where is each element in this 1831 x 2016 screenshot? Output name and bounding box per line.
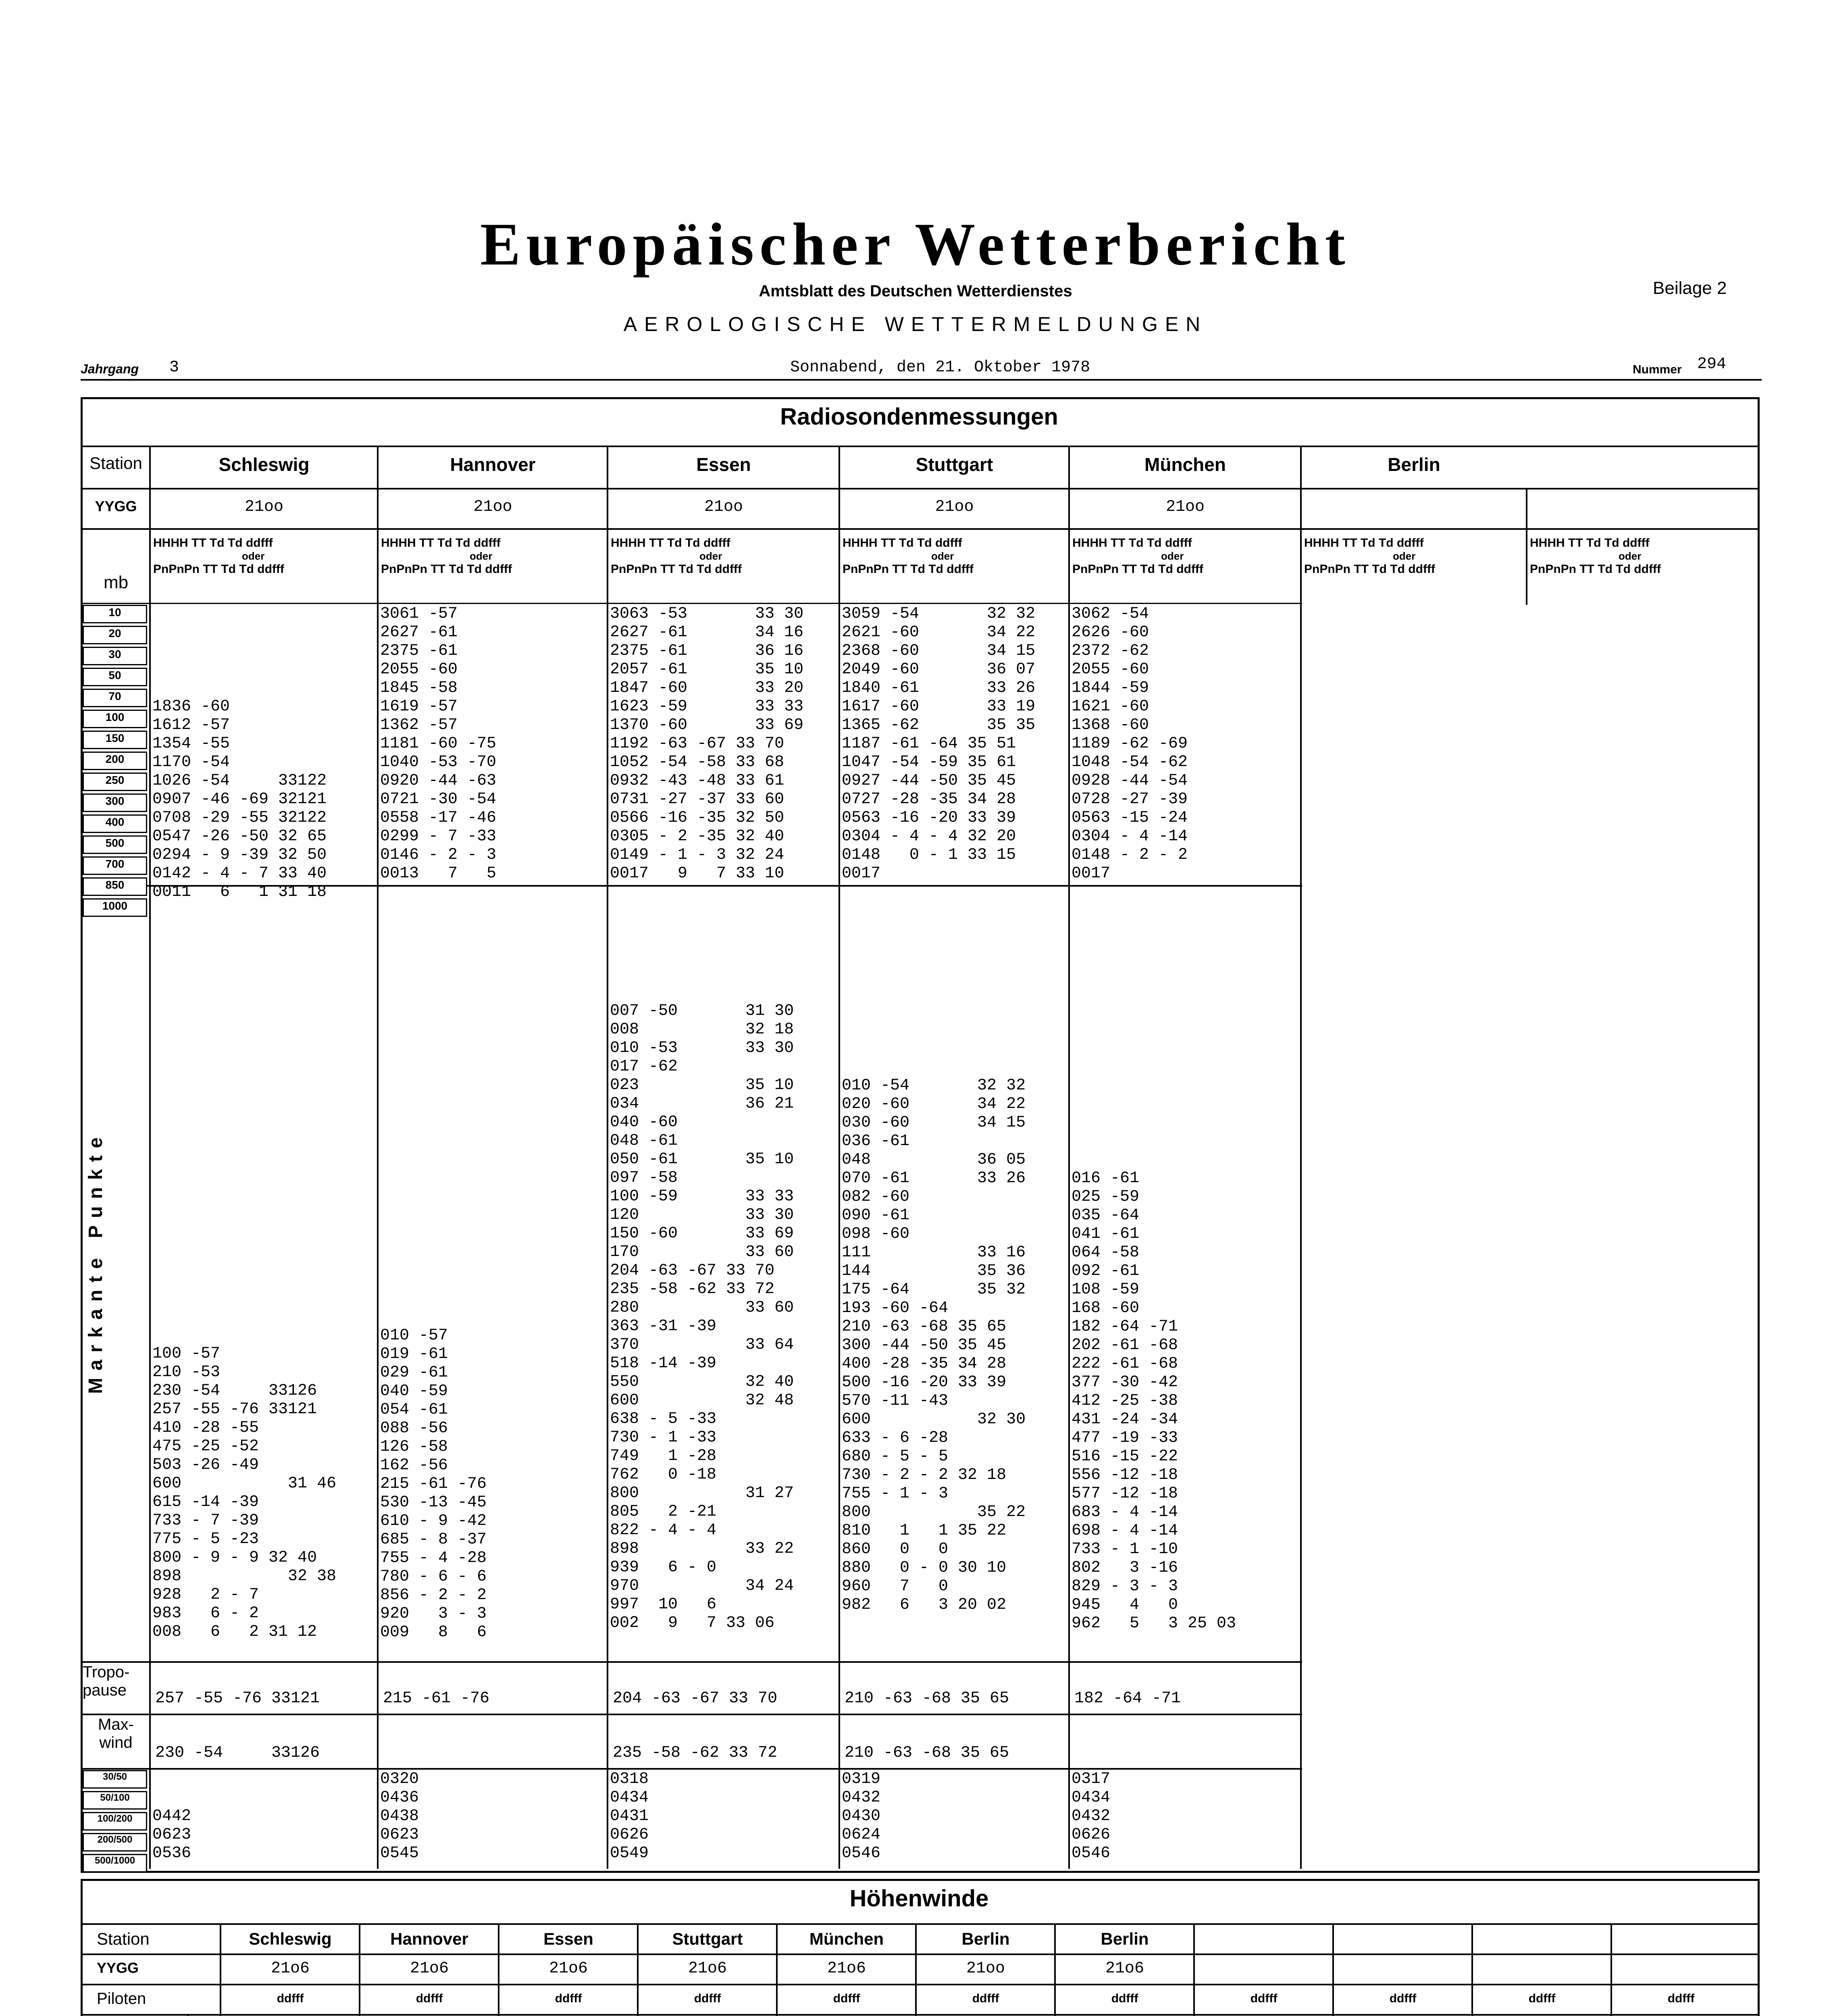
- yygg-schleswig: 21oo: [244, 498, 283, 516]
- nummer-label: Nummer: [1633, 363, 1682, 376]
- wind-station-essen: Essen: [543, 1929, 593, 1948]
- piloten-ddfff: ddfff: [1389, 1992, 1417, 2005]
- level-label: 30: [83, 647, 147, 665]
- pressure-levels: [83, 605, 147, 917]
- issue-line: [81, 355, 1762, 381]
- jahrgang-label: Jahrgang: [81, 362, 139, 376]
- col-header-schleswig: HHHH TT Td Td ddfff oder PnPnPn TT Td Td ddfff: [153, 536, 284, 576]
- col-header-berlin: HHHH TT Td Td ddfff oder PnPnPn TT Td Td ddfff: [1304, 536, 1435, 576]
- wind-station-muenchen: München: [809, 1929, 884, 1948]
- wind-station-berlin-1: Berlin: [961, 1929, 1010, 1948]
- piloten-ddfff: ddfff: [1250, 1992, 1278, 2005]
- piloten-ddfff: ddfff: [1528, 1992, 1556, 2005]
- station-label: Station: [89, 454, 142, 473]
- yygg-stuttgart: 21oo: [935, 498, 974, 516]
- thickness-muenchen: 0317 0434 0432 0626 0546: [1072, 1770, 1111, 1862]
- yygg-hannover: 21oo: [473, 498, 512, 516]
- jahrgang-value: 3: [169, 358, 179, 377]
- level-label: 70: [83, 689, 147, 707]
- maxwind-label: Max-wind: [98, 1716, 134, 1752]
- level-label: 10: [83, 605, 147, 623]
- page-title: Europäischer Wetterbericht: [480, 211, 1351, 278]
- marked-points-stuttgart: 010 -54 32 32 020 -60 34 22 030 -60 34 15 036 -61 048 36 05 070 -61 33 26 082 -60 090 -61 098 -60 111 33 16 144 35 36 175 -64 35 32 193 -60 -64 210 -63 -68 35 65 300 -44 -50 35 45 400 -28 -35 34 28 500 -16 -20 33 39 570 -11 -43 600 32 30 633 - 6 -28 680 - 5 - 5 730 - 2 - 2 32 18 755 - 1 - 3 800 35 22 810 1 1 35 22 860 0 0 880 0 - 0 30 10 960 7 0 982 6 3 20 02: [842, 1077, 1026, 1614]
- level-label: 500: [83, 835, 147, 854]
- wind-station-stuttgart: Stuttgart: [672, 1929, 743, 1948]
- wind-yygg-berlin-1: 21oo: [966, 1960, 1005, 1978]
- level-label: 50: [83, 668, 147, 686]
- winds-station-label: Station: [97, 1929, 150, 1948]
- nummer-value: 294: [1697, 355, 1727, 373]
- wind-yygg-schleswig: 21o6: [270, 1960, 310, 1978]
- wind-yygg-berlin-2: 21o6: [1105, 1960, 1144, 1978]
- level-label: 250: [83, 773, 147, 791]
- station-name-hannover: Hannover: [450, 454, 536, 475]
- issue-date: Sonnabend, den 21. Oktober 1978: [790, 358, 1090, 377]
- piloten-ddfff: ddfff: [694, 1992, 721, 2005]
- maxwind-stuttgart: 210 -63 -68 35 65: [845, 1744, 1009, 1762]
- marked-points-muenchen: 016 -61 025 -59 035 -64 041 -61 064 -58 092 -61 108 -59 168 -60 182 -64 -71 202 -61 -68 222 -61 -68 377 -30 -42 412 -25 -38 431 -24 -34 477 -19 -33 516 -15 -22 556 -12 -18 577 -12 -18 683 - 4 -14 698 - 4 -14 733 - 1 -10 802 3 -16 829 - 3 - 3 945 4 0 962 5 3 25 03: [1072, 1169, 1236, 1633]
- standard-levels-essen: 3063 -53 33 30 2627 -61 34 16 2375 -61 36 16 2057 -61 35 10 1847 -60 33 20 1623 -59 33 33 1370 -60 33 69 1192 -63 -67 33 70 1052 -54 -58 33 68 0932 -43 -48 33 61 0731 -27 -37 33 60 0566 -16 -35 32 50 0305 - 2 -35 32 40 0149 - 1 - 3 32 24 0017 9 7 33 10: [610, 605, 804, 883]
- radiosonde-title: Radiosondenmessungen: [780, 404, 1058, 430]
- col-header-muenchen: HHHH TT Td Td ddfff oder PnPnPn TT Td Td ddfff: [1072, 536, 1203, 576]
- piloten-ddfff: ddfff: [416, 1992, 443, 2005]
- wind-station-berlin-2: Berlin: [1101, 1929, 1149, 1948]
- col-header-essen: HHHH TT Td Td ddfff oder PnPnPn TT Td Td ddfff: [611, 536, 742, 576]
- level-label: 700: [83, 856, 147, 875]
- wind-station-schleswig: Schleswig: [249, 1929, 332, 1948]
- piloten-ddfff: ddfff: [555, 1992, 582, 2005]
- level-label: 300: [83, 793, 147, 812]
- level-label: 400: [83, 814, 147, 833]
- mb-label: mb: [103, 573, 129, 592]
- piloten-ddfff: ddfff: [277, 1992, 304, 2005]
- section-heading: AEROLOGISCHE WETTERMELDUNGEN: [623, 313, 1208, 335]
- thickness-labels: 30/50 50/100 100/200 200/500 500/1000: [83, 1770, 147, 1872]
- piloten-ddfff: ddfff: [1667, 1992, 1695, 2005]
- station-name-muenchen: München: [1144, 454, 1226, 475]
- level-label: 850: [83, 877, 147, 896]
- piloten-ddfff: ddfff: [833, 1992, 860, 2005]
- publisher-subtitle: Amtsblatt des Deutschen Wetterdienstes: [759, 282, 1072, 300]
- station-name-essen: Essen: [696, 454, 751, 475]
- level-label: 20: [83, 626, 147, 644]
- winds-yygg-label: YYGG: [97, 1960, 139, 1976]
- thickness-stuttgart: 0319 0432 0430 0624 0546: [842, 1770, 881, 1862]
- wind-yygg-stuttgart: 21o6: [688, 1960, 727, 1978]
- tropopause-stuttgart: 210 -63 -68 35 65: [845, 1689, 1009, 1708]
- supplement-label: Beilage 2: [1653, 278, 1727, 298]
- station-name-berlin: Berlin: [1388, 454, 1440, 475]
- thickness-schleswig: 0442 0623 0536: [152, 1807, 191, 1862]
- tropopause-muenchen: 182 -64 -71: [1074, 1689, 1181, 1708]
- maxwind-schleswig: 230 -54 33126: [155, 1744, 320, 1762]
- yygg-label: YYGG: [95, 498, 137, 514]
- maxwind-essen: 235 -58 -62 33 72: [613, 1744, 778, 1762]
- marked-points-hannover: 010 -57 019 -61 029 -61 040 -59 054 -61 088 -56 126 -58 162 -56 215 -61 -76 530 -13 -45 610 - 9 -42 685 - 8 -37 755 - 4 -28 780 - 6 - 6 856 - 2 - 2 920 3 - 3 009 8 6: [380, 1327, 487, 1641]
- tropopause-label: Tropo-pause: [83, 1663, 130, 1699]
- col-header-stuttgart: HHHH TT Td Td ddfff oder PnPnPn TT Td Td ddfff: [843, 536, 974, 576]
- yygg-muenchen: 21oo: [1165, 498, 1205, 516]
- station-name-stuttgart: Stuttgart: [916, 454, 993, 475]
- wind-station-hannover: Hannover: [390, 1929, 468, 1948]
- marked-points-schleswig: 100 -57 210 -53 230 -54 33126 257 -55 -76 33121 410 -28 -55 475 -25 -52 503 -26 -49 600 31 46 615 -14 -39 733 - 7 -39 775 - 5 -23 800 - 9 - 9 32 40 898 32 38 928 2 - 7 983 6 - 2 008 6 2 31 12: [152, 1345, 337, 1641]
- tropopause-schleswig: 257 -55 -76 33121: [155, 1689, 320, 1708]
- tropopause-hannover: 215 -61 -76: [383, 1689, 490, 1708]
- thickness-essen: 0318 0434 0431 0626 0549: [610, 1770, 649, 1862]
- level-label: 150: [83, 731, 147, 749]
- tropopause-essen: 204 -63 -67 33 70: [613, 1689, 778, 1708]
- thickness-hannover: 0320 0436 0438 0623 0545: [380, 1770, 419, 1862]
- wind-yygg-essen: 21o6: [549, 1960, 588, 1978]
- piloten-ddfff: ddfff: [972, 1992, 999, 2005]
- standard-levels-stuttgart: 3059 -54 32 32 2621 -60 34 22 2368 -60 34 15 2049 -60 36 07 1840 -61 33 26 1617 -60 33 19 1365 -62 35 35 1187 -61 -64 35 51 1047 -54 -59 35 61 0927 -44 -50 35 45 0727 -28 -35 34 28 0563 -16 -20 33 39 0304 - 4 - 4 32 20 0148 0 - 1 33 15 0017: [842, 605, 1036, 883]
- col-header-7: HHHH TT Td Td ddfff oder PnPnPn TT Td Td ddfff: [1530, 536, 1661, 576]
- yygg-essen: 21oo: [704, 498, 743, 516]
- marked-points-essen: 007 -50 31 30 008 32 18 010 -53 33 30 017 -62 023 35 10 034 36 21 040 -60 048 -61 050 -61 35 10 097 -58 100 -59 33 33 120 33 30 150 -60 33 69 170 33 60 204 -63 -67 33 70 235 -58 -62 33 72 280 33 60 363 -31 -39 370 33 64 518 -14 -39 550 32 40 600 32 48 638 - 5 -33 730 - 1 -33 749 1 -28 762 0 -18 800 31 27 805 2 -21 822 - 4 - 4 898 33 22 939 6 - 0 970 34 24 997 10 6 002 9 7 33 06: [610, 1002, 794, 1632]
- wind-yygg-hannover: 21o6: [410, 1960, 449, 1978]
- level-label: 200: [83, 752, 147, 770]
- col-header-hannover: HHHH TT Td Td ddfff oder PnPnPn TT Td Td ddfff: [381, 536, 512, 576]
- piloten-label: Piloten: [97, 1990, 146, 2008]
- level-label: 1000: [83, 898, 147, 917]
- piloten-ddfff: ddfff: [1111, 1992, 1138, 2005]
- standard-levels-schleswig: 1836 -60 1612 -57 1354 -55 1170 -54 1026 -54 33122 0907 -46 -69 32121 0708 -29 -55 32122 0547 -26 -50 32 65 0294 - 9 -39 32 50 0142 - 4 - 7 33 40 0011 6 1 31 18: [152, 698, 327, 901]
- station-name-schleswig: Schleswig: [218, 454, 310, 475]
- standard-levels-hannover: 3061 -57 2627 -61 2375 -61 2055 -60 1845 -58 1619 -57 1362 -57 1181 -60 -75 1040 -53 -70 0920 -44 -63 0721 -30 -54 0558 -17 -46 0299 - 7 -33 0146 - 2 - 3 0013 7 5: [380, 605, 497, 883]
- level-label: 100: [83, 710, 147, 728]
- standard-levels-muenchen: 3062 -54 2626 -60 2372 -62 2055 -60 1844 -59 1621 -60 1368 -60 1189 -62 -69 1048 -54 -62 0928 -44 -54 0728 -27 -39 0563 -15 -24 0304 - 4 -14 0148 - 2 - 2 0017: [1072, 605, 1188, 883]
- wind-yygg-muenchen: 21o6: [827, 1960, 866, 1978]
- upper-winds-title: Höhenwinde: [849, 1885, 989, 1912]
- marked-points-label: Markante Punkte: [85, 1130, 106, 1394]
